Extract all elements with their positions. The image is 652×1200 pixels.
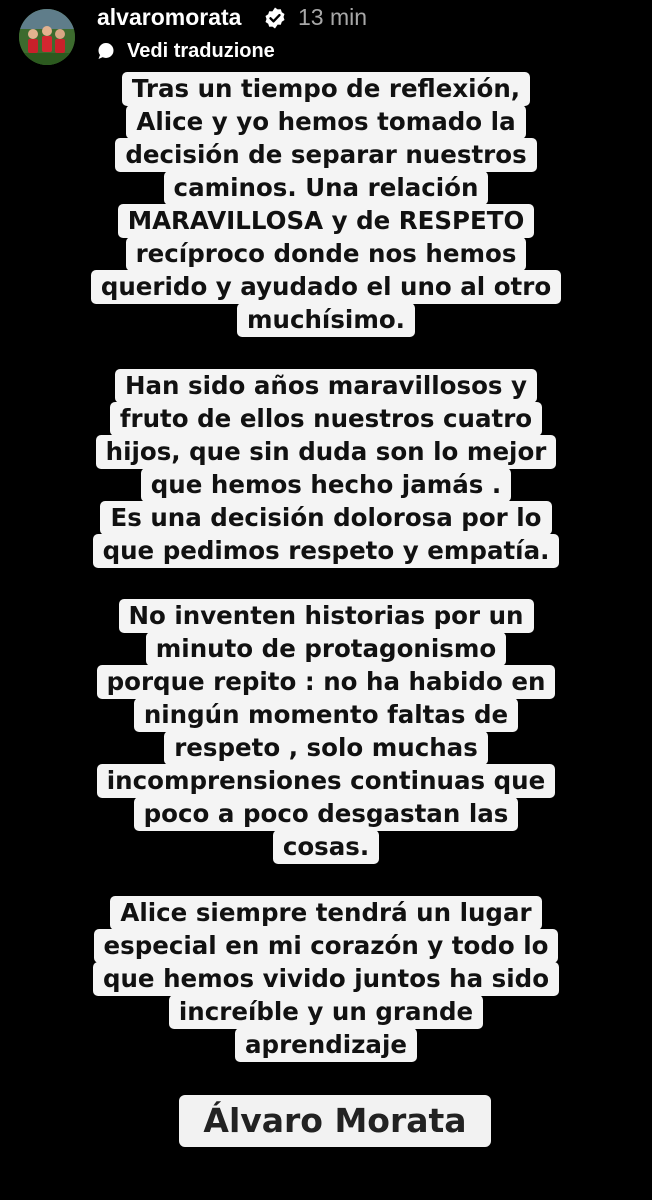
story-line: Es una decisión dolorosa por lo (100, 501, 551, 535)
verified-badge-icon (263, 6, 287, 30)
story-line: respeto , solo muchas (164, 731, 488, 765)
story-line: MARAVILLOSA y de RESPETO (118, 204, 535, 238)
story-line: Han sido años maravillosos y (115, 369, 537, 403)
story-line: muchísimo. (237, 303, 415, 337)
story-line: poco a poco desgastan las (134, 797, 519, 831)
story-line: hijos, que sin duda son lo mejor (96, 435, 557, 469)
story-line: aprendizaje (235, 1028, 417, 1062)
story-line: increíble y un grande (169, 995, 483, 1029)
avatar-photo-icon (19, 9, 75, 65)
story-line: decisión de separar nuestros (115, 138, 536, 172)
story-line: que hemos vivido juntos ha sido (93, 962, 559, 996)
signature: Álvaro Morata (179, 1095, 491, 1147)
story-line: caminos. Una relación (164, 171, 489, 205)
story-line: porque repito : no ha habido en (97, 665, 556, 699)
story-line: minuto de protagonismo (146, 632, 506, 666)
see-translation-label: Vedi traduzione (127, 39, 275, 62)
story-line: incomprensiones continuas que (97, 764, 555, 798)
story-line: Alice siempre tendrá un lugar (110, 896, 541, 930)
story-line: cosas. (273, 830, 379, 864)
story-line: recíproco donde nos hemos (126, 237, 527, 271)
story-line: Tras un tiempo de reflexión, (122, 72, 530, 106)
story-line: especial en mi corazón y todo lo (94, 929, 559, 963)
story-line: querido y ayudado el uno al otro (91, 270, 561, 304)
username[interactable]: alvaromorata (97, 4, 242, 30)
story-line: que hemos hecho jamás . (141, 468, 511, 502)
story-header (0, 0, 652, 70)
post-timestamp: 13 min (298, 4, 368, 30)
see-translation-button[interactable] (97, 38, 275, 64)
speech-bubble-icon (97, 42, 115, 60)
story-line: ningún momento faltas de (134, 698, 518, 732)
story-line: fruto de ellos nuestros cuatro (110, 402, 542, 436)
avatar[interactable] (19, 9, 75, 65)
story-paragraph-3 (0, 599, 652, 863)
story-line: que pedimos respeto y empatía. (93, 534, 560, 568)
story-paragraph-2 (0, 369, 652, 567)
story-paragraph-1 (0, 72, 652, 336)
story-line: No inventen historias por un (119, 599, 534, 633)
story-paragraph-4 (0, 896, 652, 1061)
story-line: Alice y yo hemos tomado la (126, 105, 525, 139)
